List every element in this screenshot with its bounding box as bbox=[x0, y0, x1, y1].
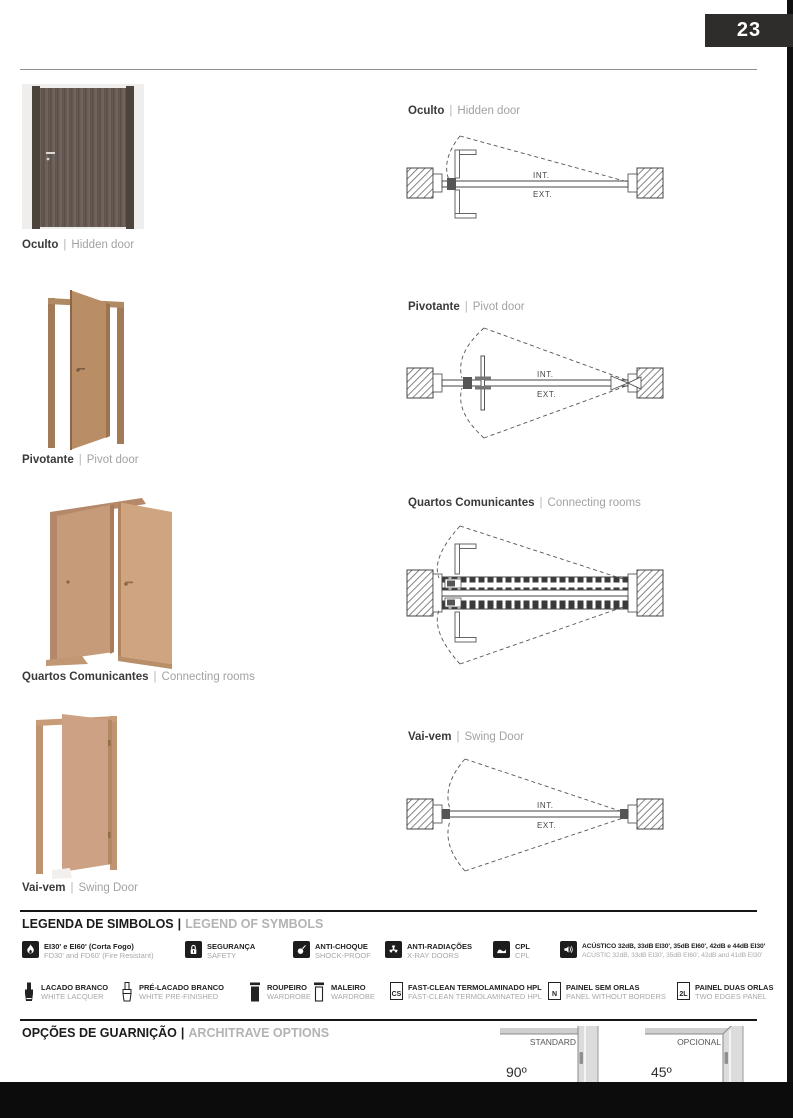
2l-badge: 2L bbox=[677, 982, 690, 1000]
vaivem-photo-caption bbox=[22, 882, 138, 894]
legend-item-safety bbox=[185, 941, 255, 960]
pivotante-photo-caption bbox=[22, 454, 139, 466]
hidden-door-photo-image bbox=[22, 84, 144, 236]
legend-item-fire bbox=[22, 941, 154, 960]
legend-label-en: X-RAY DOORS bbox=[407, 950, 459, 960]
quartos-diagram bbox=[405, 520, 665, 675]
legend-item-two-edges bbox=[677, 982, 773, 1001]
legend-item-lacquer bbox=[22, 982, 108, 1002]
connecting-rooms-photo-image bbox=[22, 494, 174, 670]
shock-proof-icon bbox=[293, 941, 310, 958]
caption-en: Swing Door bbox=[78, 882, 138, 894]
caption-divider: | bbox=[153, 671, 157, 683]
ext-label: EXT. bbox=[537, 390, 557, 399]
legend-item-maleiro bbox=[312, 982, 375, 1002]
connecting-rooms-plan-drawing bbox=[405, 520, 665, 670]
wardrobe-filled-icon bbox=[248, 982, 262, 1002]
legend-label-en: WARDROBE bbox=[267, 991, 311, 1001]
architrave-45-image bbox=[645, 1026, 780, 1082]
legend-label-en: WHITE PRE-FINISHED bbox=[139, 991, 219, 1001]
legend-label-pt: PAINEL DUAS ORLAS bbox=[695, 982, 774, 992]
caption-divider: | bbox=[78, 454, 82, 466]
quartos-photo-caption bbox=[22, 671, 255, 683]
legend-label-pt: ANTI-CHOQUE bbox=[315, 941, 368, 951]
ext-label: EXT. bbox=[537, 821, 557, 830]
vaivem-photo bbox=[22, 712, 144, 885]
diagram-title-pt: Oculto bbox=[408, 105, 445, 117]
legend-label-en: FD30' and FD60' (Fire Resistant) bbox=[44, 950, 154, 960]
legend-label-en: SAFETY bbox=[207, 950, 237, 960]
architrave-top-rule bbox=[20, 1019, 757, 1021]
safety-lock-icon bbox=[185, 941, 202, 958]
legend-label-pt: PRÉ-LACADO BRANCO bbox=[139, 982, 224, 992]
legend-label-en: ACÚSTIC 32dB, 33dB EI30', 35dB EI60', 42dB and 41dB EI30' bbox=[582, 951, 763, 959]
legend-title-divider: | bbox=[177, 917, 182, 931]
oculto-photo bbox=[22, 84, 144, 241]
architrave-header bbox=[22, 1026, 329, 1040]
caption-en: Connecting rooms bbox=[161, 671, 255, 683]
white-lacquer-brush-icon bbox=[22, 982, 36, 1002]
radiation-icon bbox=[385, 941, 402, 958]
legend-label-en: TWO EDGES PANEL bbox=[695, 991, 767, 1001]
legend-label-pt: ANTI-RADIAÇÕES bbox=[407, 941, 472, 951]
diagram-title-en: Pivot door bbox=[472, 301, 525, 313]
page-bottom-bar bbox=[0, 1082, 793, 1118]
architrave-title-en: ARCHITRAVE OPTIONS bbox=[188, 1026, 330, 1040]
legend-label-pt: MALEIRO bbox=[331, 982, 366, 992]
legend-label-en: SHOCK-PROOF bbox=[315, 950, 371, 960]
diagram-title-divider: | bbox=[464, 301, 468, 313]
legend-label-en: CPL bbox=[515, 950, 530, 960]
page-number: 23 bbox=[736, 19, 762, 41]
legend-top-rule bbox=[20, 910, 757, 912]
legend-title-en: LEGEND OF SYMBOLS bbox=[185, 917, 324, 931]
legend-label-en: PANEL WITHOUT BORDERS bbox=[566, 991, 666, 1001]
legend-label-pt: ACÚSTICO 32dB, 33dB EI30', 35dB EI60', 42dB e 44dB EI30' bbox=[582, 942, 766, 950]
pivotante-diagram bbox=[405, 320, 665, 451]
legend-label-pt: SEGURANÇA bbox=[207, 941, 256, 951]
legend-item-roupeiro bbox=[248, 982, 311, 1002]
legend-item-acoustic bbox=[560, 941, 765, 960]
diagram-title-pt: Quartos Comunicantes bbox=[408, 497, 535, 509]
architrave-standard-option bbox=[500, 1026, 635, 1087]
architrave-90-image bbox=[500, 1026, 635, 1082]
diagram-title-divider: | bbox=[449, 105, 453, 117]
acoustic-icon bbox=[560, 941, 577, 958]
swing-door-photo-image bbox=[22, 712, 144, 880]
legend-item-cpl bbox=[493, 941, 530, 960]
int-label: INT. bbox=[533, 171, 550, 180]
pivotante-photo bbox=[22, 288, 147, 458]
n-badge: N bbox=[548, 982, 561, 1000]
diagram-title-en: Connecting rooms bbox=[547, 497, 641, 509]
caption-en: Pivot door bbox=[86, 454, 139, 466]
fire-icon bbox=[22, 941, 39, 958]
legend-item-no-borders bbox=[548, 982, 666, 1001]
legend-title-pt: LEGENDA DE SIMBOLOS bbox=[22, 917, 174, 931]
diagram-title-divider: | bbox=[456, 731, 460, 743]
legend-item-shock bbox=[293, 941, 371, 960]
caption-pt: Vai-vem bbox=[22, 882, 66, 894]
caption-pt: Quartos Comunicantes bbox=[22, 671, 149, 683]
quartos-photo bbox=[22, 494, 174, 675]
caption-divider: | bbox=[63, 239, 67, 251]
diagram-title-en: Swing Door bbox=[464, 731, 524, 743]
pivot-door-photo-image bbox=[22, 288, 147, 453]
diagram-title-pt: Pivotante bbox=[408, 301, 460, 313]
legend-label-pt: CPL bbox=[515, 941, 530, 951]
legend-label-en: WHITE LACQUER bbox=[41, 991, 104, 1001]
wardrobe-outline-icon bbox=[312, 982, 326, 1002]
legend-label-pt: PAINEL SEM ORLAS bbox=[566, 982, 640, 992]
vaivem-diagram-title bbox=[408, 731, 524, 743]
cpl-icon bbox=[493, 941, 510, 958]
architrave-title-divider: | bbox=[180, 1026, 185, 1040]
cs-badge: CS bbox=[390, 982, 403, 1000]
hidden-door-plan-drawing bbox=[405, 124, 665, 232]
pivotante-diagram-title bbox=[408, 301, 525, 313]
vaivem-diagram bbox=[405, 749, 665, 886]
ext-label: EXT. bbox=[533, 190, 553, 199]
page-number-badge bbox=[705, 14, 793, 47]
architrave-optional-option bbox=[645, 1026, 780, 1087]
caption-pt: Pivotante bbox=[22, 454, 74, 466]
swing-door-plan-drawing bbox=[405, 749, 665, 881]
prefinished-brush-icon bbox=[120, 982, 134, 1002]
architrave-title-pt: OPÇÕES DE GUARNIÇÃO bbox=[22, 1026, 177, 1040]
legend-label-en: FAST-CLEAN TERMOLAMINATED HPL bbox=[408, 991, 542, 1001]
page-edge-bar bbox=[787, 0, 793, 1118]
caption-pt: Oculto bbox=[22, 239, 59, 251]
int-label: INT. bbox=[537, 801, 554, 810]
oculto-photo-caption bbox=[22, 239, 134, 251]
pivot-door-plan-drawing bbox=[405, 320, 665, 446]
legend-label-pt: FAST-CLEAN TERMOLAMINADO HPL bbox=[408, 982, 542, 992]
top-rule bbox=[20, 69, 757, 70]
legend-header bbox=[22, 917, 323, 931]
architrave-option-angle: 45º bbox=[651, 1064, 672, 1080]
int-label: INT. bbox=[537, 370, 554, 379]
caption-en: Hidden door bbox=[71, 239, 135, 251]
legend-label-pt: EI30' e EI60' (Corta Fogo) bbox=[44, 941, 134, 951]
architrave-option-angle: 90º bbox=[506, 1064, 527, 1080]
legend-label-pt: LACADO BRANCO bbox=[41, 982, 109, 992]
diagram-title-en: Hidden door bbox=[457, 105, 521, 117]
legend-item-prefinished bbox=[120, 982, 224, 1002]
diagram-title-pt: Vai-vem bbox=[408, 731, 452, 743]
oculto-diagram-title bbox=[408, 105, 520, 117]
architrave-option-label: OPCIONAL bbox=[677, 1037, 721, 1047]
caption-divider: | bbox=[70, 882, 74, 894]
diagram-title-divider: | bbox=[539, 497, 543, 509]
architrave-option-label: STANDARD bbox=[529, 1037, 576, 1047]
legend-label-en: WARDROBE bbox=[331, 991, 375, 1001]
legend-item-radiation bbox=[385, 941, 472, 960]
legend-label-pt: ROUPEIRO bbox=[267, 982, 308, 992]
legend-item-fastclean bbox=[390, 982, 542, 1001]
oculto-diagram bbox=[405, 124, 665, 237]
quartos-diagram-title bbox=[408, 497, 641, 509]
